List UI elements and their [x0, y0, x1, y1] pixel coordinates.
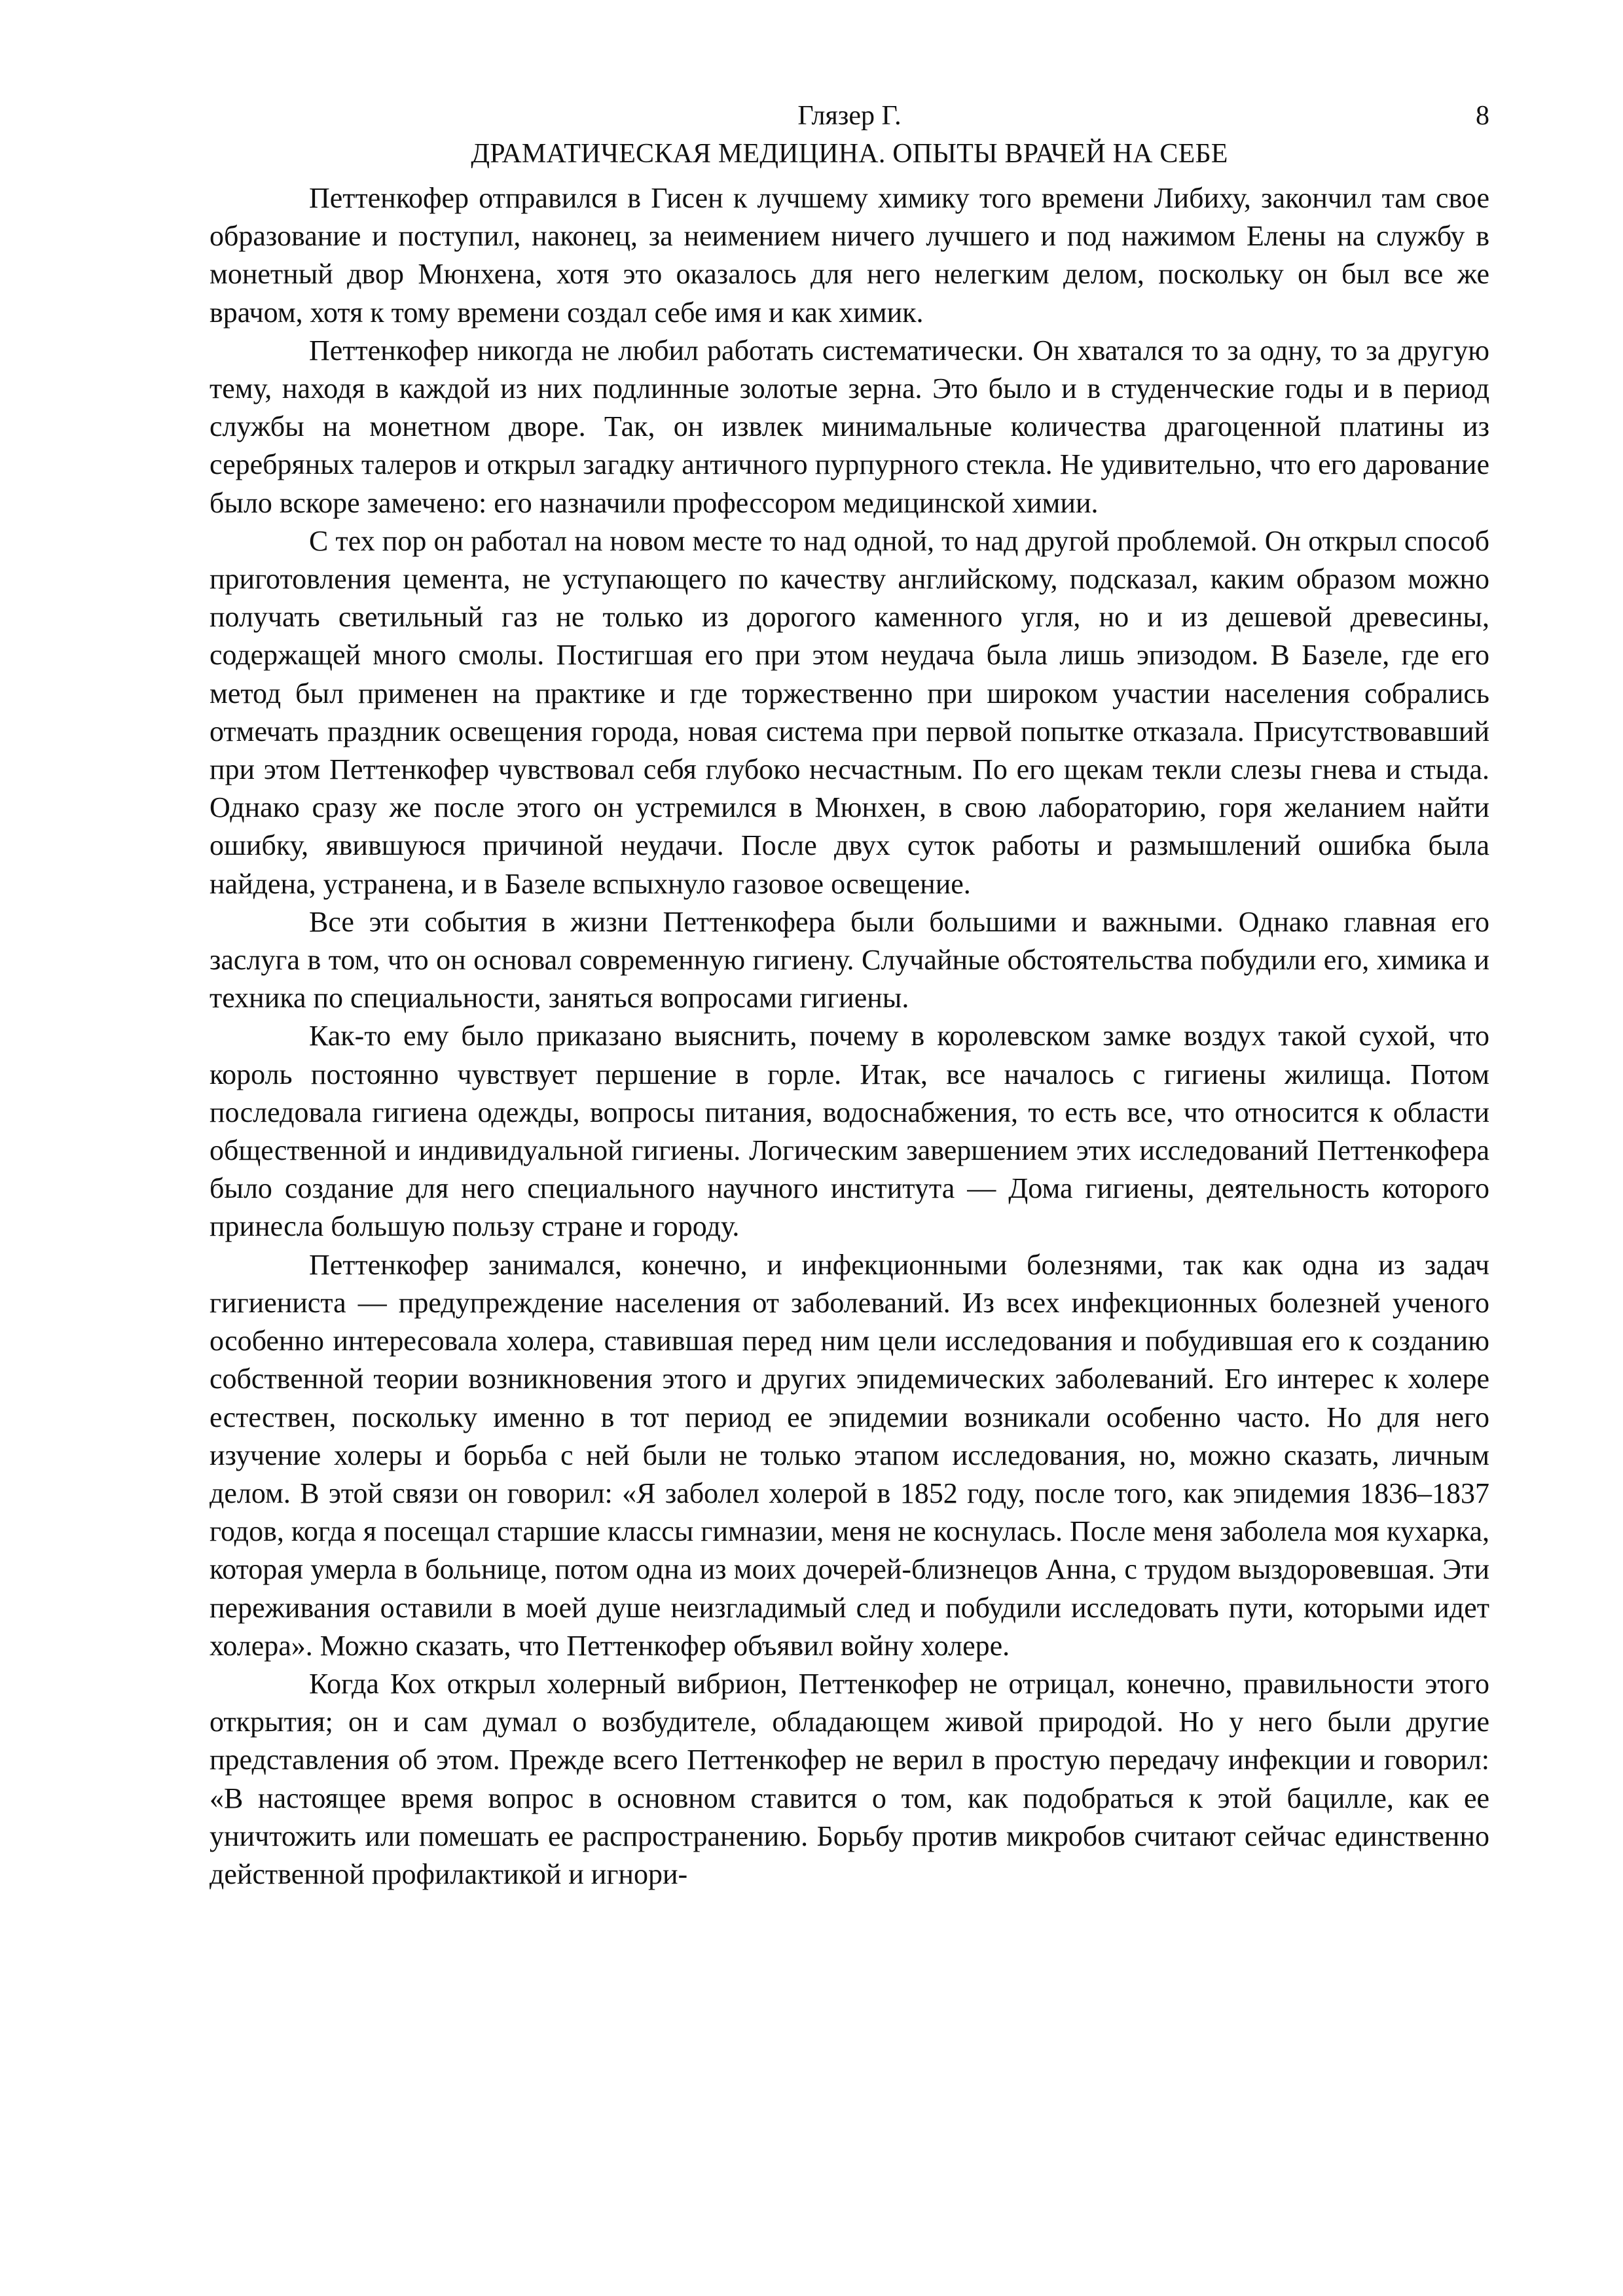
paragraph: Петтенкофер отправился в Гисен к лучшему химику того времени Либиху, закончил там свое образование и поступил, наконец, за неимением ничего лучшего и под нажимом Елены на службу в монетный двор Мюнхена, хотя это оказалось для него нелегким делом, поскольку он был все же врачом, хотя к тому времени создал себе имя и как химик.: [210, 182, 1489, 329]
header-author: Глязер Г.: [797, 101, 902, 131]
paragraph: Все эти события в жизни Петтенкофера были большими и важными. Однако главная его заслуга в том, что он основал современную гигиену. Случайные обстоятельства побудили его, химика и техника по специальности, заняться вопросами гигиены.: [210, 905, 1489, 1014]
paragraph: Петтенкофер никогда не любил работать систематически. Он хватался то за одну, то за другую тему, находя в каждой из них подлинные золотые зерна. Это было и в студенческие годы и в период службы на монетном дворе. Так, он извлек минимальные количества драгоценной платины из серебряных талеров и открыл загадку античного пурпурного стекла. Не удивительно, что его дарование было вскоре замечено: его назначили профессором медицинской химии.: [210, 334, 1489, 519]
document-page: [210, 97, 1489, 1893]
header-title: ДРАМАТИЧЕСКАЯ МЕДИЦИНА. ОПЫТЫ ВРАЧЕЙ НА СЕБЕ: [471, 139, 1228, 169]
paragraph: Как-то ему было приказано выяснить, почему в королевском замке воздух такой сухой, что король постоянно чувствует першение в горле. Итак, все началось с гигиены жилища. Потом последовала гигиена одежды, вопросы питания, водоснабжения, то есть все, что относится к области общественной и индивидуальной гигиены. Логическим завершением этих исследований Петтенкофера было создание для него специального научного института — Дома гигиены, деятельность которого принесла большую пользу стране и городу.: [210, 1020, 1489, 1243]
page-header: [210, 97, 1489, 173]
paragraph: Петтенкофер занимался, конечно, и инфекционными болезнями, так как одна из задач гигиениста — предупреждение населения от заболеваний. Из всех инфекционных болезней ученого особенно интересовала холера, ставившая перед ним цели исследования и побудившая его к созданию собственной теории возникновения этого и других эпидемических заболеваний. Его интерес к холере естествен, поскольку именно в тот период ее эпидемии возникали особенно часто. Но для него изучение холеры и борьба с ней были не только этапом исследования, но, можно сказать, личным делом. В этой связи он говорил: «Я заболел холерой в 1852 году, после того, как эпидемия 1836–1837 годов, когда я посещал старшие классы гимназии, меня не коснулась. После меня заболела моя кухарка, которая умерла в больнице, потом одна из моих дочерей-близнецов Анна, с трудом выздоровевшая. Эти переживания оставили в моей душе неизгладимый след и побудили исследовать пути, которыми идет холера». Можно сказать, что Петтенкофер объявил войну холере.: [210, 1248, 1489, 1662]
page-number: 8: [1476, 101, 1489, 131]
body-text: [210, 179, 1489, 1893]
paragraph: Когда Кох открыл холерный вибрион, Петтенкофер не отрицал, конечно, правильности этого открытия; он и сам думал о возбудителе, обладающем живой природой. Но у него были другие представления об этом. Прежде всего Петтенкофер не верил в простую передачу инфекции и говорил: «В настоящее время вопрос в основном ставится о том, как подобраться к этой бацилле, как ее уничтожить или помешать ее распространению. Борьбу против микробов считают сейчас единственно действенной профилактикой и игнори-: [210, 1667, 1489, 1890]
paragraph: С тех пор он работал на новом месте то над одной, то над другой проблемой. Он открыл способ приготовления цемента, не уступающего по качеству английскому, подсказал, каким образом можно получать светильный газ не только из дорогого каменного угля, но и из дешевой древесины, содержащей много смолы. Постигшая его при этом неудача была лишь эпизодом. В Базеле, где его метод был применен на практике и где торжественно при широком участии населения собрались отмечать праздник освещения города, новая система при первой попытке отказала. Присутствовавший при этом Петтенкофер чувствовал себя глубоко несчастным. По его щекам текли слезы гнева и стыда. Однако сразу же после этого он устремился в Мюнхен, в свою лабораторию, горя желанием найти ошибку, явившуюся причиной неудачи. После двух суток работы и размышлений ошибка была найдена, устранена, и в Базеле вспыхнуло газовое освещение.: [210, 524, 1489, 900]
